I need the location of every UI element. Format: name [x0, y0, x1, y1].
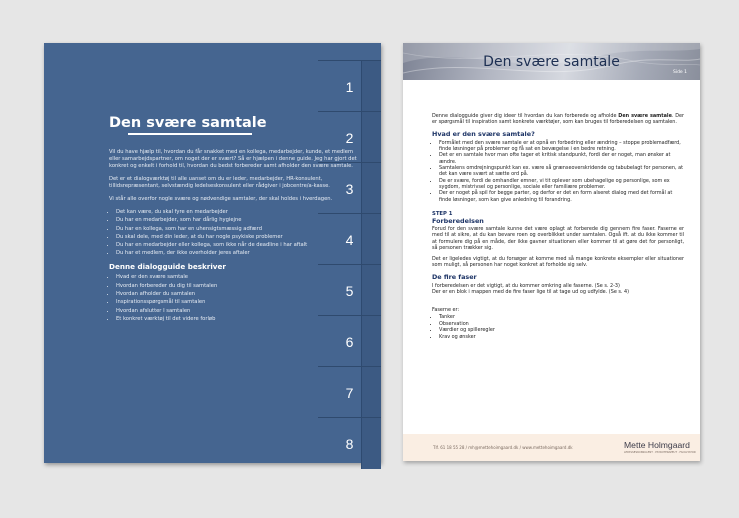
list-item: • Tanker: [439, 314, 684, 320]
list-item: • Du har en medarbejder, som har dårlig hygiejne: [116, 217, 359, 224]
page-body: [432, 113, 684, 345]
page-title: Den svære samtale: [483, 54, 620, 70]
tab-1[interactable]: [318, 60, 381, 112]
tab-number: 7: [345, 384, 354, 401]
cover-intro-1: Vil du have hjælp til, hvordan du får snakket med en kollega, medarbejder, kunde, et medlem eller samarbejdspartner, om noget der er svært? Så er hjælpen i denne guide. Jeg har gjort det konkret og enkelt i forhold til, hvordan du bedst forbereder samt afholder den svære samtale.: [109, 149, 357, 169]
tab-4[interactable]: [318, 213, 381, 265]
list-item: • Du har en medarbejder eller kollega, som ikke når de deadline i har aftalt: [116, 242, 359, 249]
brand-tagline: LEDELSESKONSULENT · PSYKOTERAPEUT · FACILITATOR: [624, 451, 696, 454]
cover-title: Den svære samtale: [109, 115, 267, 131]
paragraph: Der er en blok i mappen med de fire faser lige til at tage ud og udfylde. (Se s. 4): [432, 288, 630, 295]
phases-list: [432, 314, 684, 340]
footer-contact: Tlf. 61 18 55 28 / mh@mettehoimgaard.dk / www.mettehoimgaard.dk: [433, 445, 573, 450]
phases-label: Faserne er:: [432, 307, 460, 314]
tab-3[interactable]: [318, 162, 381, 214]
intro-text-end: . Der er spørgsmål til inspiration samt konkrete værktøjer, som kan bruges til forberedelsen og samtalen.: [432, 113, 685, 126]
tab-edge: [361, 316, 381, 367]
page-header: [403, 43, 700, 80]
tab-number: 2: [345, 129, 354, 146]
content-page: [403, 43, 700, 461]
tab-edge: [361, 265, 381, 316]
list-item: • Samtalens omdrejningspunkt kan ex. være så grænseoverskridende og tabubelagt for personen, at det kan være svært at sætte ord på.: [439, 165, 684, 177]
list-item: • Formålet med den svære samtale er at opnå en forbedring eller ændring – stoppe problemadfærd, finde løsninger på problemer og få sat en bevægelse i en bedre retning.: [439, 140, 684, 152]
list-item: • Hvordan afholder du samtalen: [116, 291, 359, 298]
tab-dividers: [318, 43, 381, 463]
tab-edge: [361, 418, 381, 469]
list-item: • Du skal dele, med din leder, at du har nogle psykiske problemer: [116, 234, 359, 241]
paragraph: Det er ligeledes vigtigt, at du forsøger at komme med så mange konkrete eksempler eller situationer som muligt, så personen har noget konkret at forholde sig selv.: [432, 256, 684, 269]
intro-text: Denne dialogguide giver dig ideer til hvordan du kan forberede og afholde: [432, 113, 619, 119]
tab-edge: [361, 163, 381, 214]
list-item: • Inspirationsspørgsmål til samtalen: [116, 299, 359, 306]
guide-heading: Denne dialogguide beskriver: [109, 262, 226, 272]
tab-edge: [361, 214, 381, 265]
paragraph: Forud for den svære samtale kunne det være oplagt at forberede dig gennem fire faser. Faserne er med til at sikre, at du kan bevare roen og overblikket under samtalen. Også ift. at du ikke kommer til at formulere dig på en måde, der ikke gavner situationen eller kommer til at gøre det for personligt, så personen trækker sig.: [432, 226, 684, 251]
list-item: • Værdier og spilleregler: [439, 327, 684, 333]
page-intro: [432, 113, 684, 125]
list-item: • Du har et medlem, der ikke overholder jeres aftaler: [116, 250, 359, 257]
tab-number: 1: [345, 78, 354, 95]
section-heading: De fire faser: [432, 273, 477, 282]
list-item: • De er svære, fordi de omhandler emner, vi tit oplever som ubehagelige og personlige, som ex sygdom, mistrivsel og personlige, sociale eller familiære problemer.: [439, 178, 684, 190]
paragraph: I forberedelsen er det vigtigt, at du kommer omkring alle faserne. (Se s. 2-3): [432, 282, 620, 289]
page-footer: [403, 434, 700, 461]
tab-8[interactable]: [318, 417, 381, 469]
tab-6[interactable]: [318, 315, 381, 367]
list-item: • Et konkret værktøj til det videre forløb: [116, 316, 359, 323]
cover-intro-3: Vi står alle overfor nogle svære og nødvendige samtaler, der skal holdes i hverdagen.: [109, 196, 333, 202]
section-heading: Forberedelsen: [432, 217, 484, 226]
tab-7[interactable]: [318, 366, 381, 418]
tab-number: 4: [345, 231, 354, 248]
brand-logo: Mette Holmgaard: [624, 440, 690, 450]
list-item: • Observation: [439, 321, 684, 327]
tab-edge: [361, 367, 381, 418]
definition-list: [432, 140, 684, 203]
page-number: Side 1: [672, 70, 687, 75]
tab-5[interactable]: [318, 264, 381, 316]
tab-2[interactable]: [318, 111, 381, 163]
intro-bold: Den svære samtale: [618, 113, 672, 119]
list-item: • Det kan være, du skal fyre en medarbejder: [116, 209, 359, 216]
tab-number: 5: [345, 282, 354, 299]
tab-number: 6: [345, 333, 354, 350]
step-label: STEP 1: [432, 210, 453, 217]
cover-intro-2: Det er et dialogværktøj til alle uanset om du er leder, medarbejder, HR-konsulent, tillidsrepræsentant, selvstændig ledelseskonsulent eller rådgiver i jobcentre/a-kasse.: [109, 176, 330, 189]
list-item: • Du har en kollega, som har en uhensigtsmæssig adfærd: [116, 226, 359, 233]
list-item: • Hvordan afslutter I samtalen: [116, 308, 359, 315]
list-item: • Krav og ønsker: [439, 334, 684, 340]
tab-number: 3: [345, 180, 354, 197]
section-heading: Hvad er den svære samtale?: [432, 130, 535, 139]
list-item: • Hvad er den svære samtale: [116, 274, 359, 281]
tab-edge: [361, 112, 381, 163]
cover-title-rule: [128, 133, 252, 135]
tab-number: 8: [345, 435, 354, 452]
tab-edge: [361, 61, 381, 112]
list-item: • Det er en samtale hvor man ofte tager et kritisk standpunkt, fordi der er noget, man ønsker at ændre.: [439, 152, 684, 164]
list-item: • Hvordan forbereder du dig til samtalen: [116, 283, 359, 290]
list-item: • Der er noget på spil for begge parter, og derfor er det en form alseret dialog med det formål at finde løsninger, som kan give anledning til forandring.: [439, 190, 684, 202]
